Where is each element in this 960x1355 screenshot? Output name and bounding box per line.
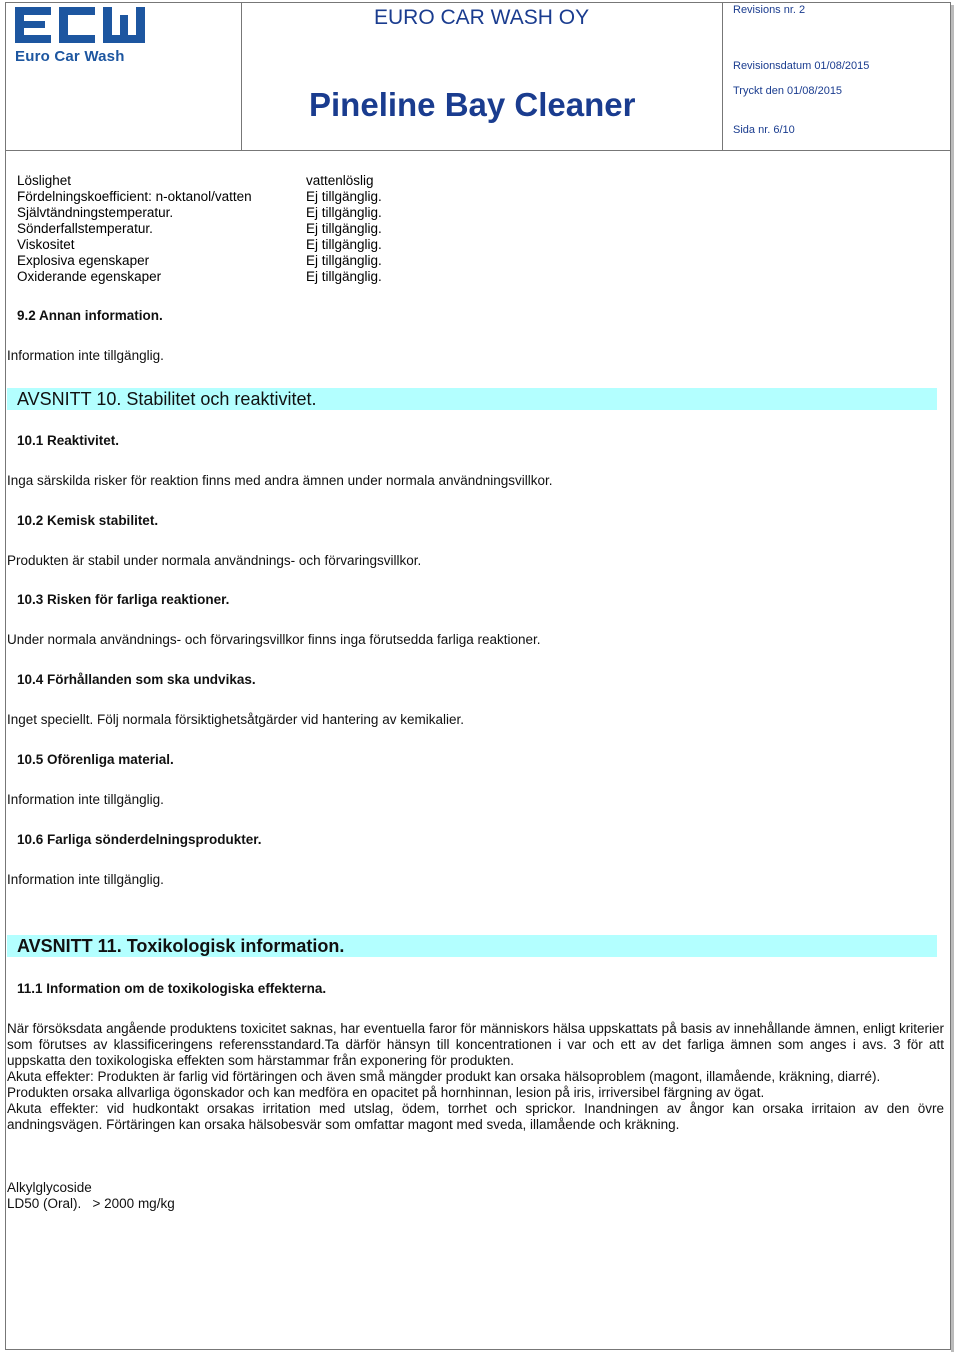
property-label: Oxiderande egenskaper xyxy=(17,269,162,284)
logo-cell xyxy=(5,2,242,150)
property-labels xyxy=(17,173,252,285)
subsection-text-10-3: Under normala användnings- och förvaringsvillkor finns inga förutsedda farliga reaktioner. xyxy=(7,632,541,647)
property-value: vattenlöslig xyxy=(306,173,374,188)
section-11-title: AVSNITT 11. Toxikologisk information. xyxy=(17,936,345,956)
property-values xyxy=(306,173,382,285)
property-label: Viskositet xyxy=(17,237,75,252)
substance-name: Alkylglycoside xyxy=(7,1180,92,1195)
subsection-text-10-1: Inga särskilda risker för reaktion finns med andra ämnen under normala användningsvillkor. xyxy=(7,473,553,488)
toxicology-text xyxy=(7,1021,944,1133)
toxicology-paragraph: Akuta effekter: Produkten är farlig vid förtäringen och även små mängder produkt kan orsaka hälsoproblem (magont, illamående, kräkning, diarré). xyxy=(7,1069,881,1084)
property-label: Löslighet xyxy=(17,173,72,188)
subsection-heading-10-6: 10.6 Farliga sönderdelningsprodukter. xyxy=(17,832,262,847)
subsection-text-10-2: Produkten är stabil under normala användnings- och förvaringsvillkor. xyxy=(7,553,422,568)
property-value: Ej tillgänglig. xyxy=(306,269,382,284)
print-date: Tryckt den 01/08/2015 xyxy=(733,85,843,97)
section-10-title: AVSNITT 10. Stabilitet och reaktivitet. xyxy=(17,389,317,409)
property-label: Självtändningstemperatur. xyxy=(17,205,174,220)
toxicology-paragraph: När försöksdata angående produktens toxicitet saknas, har eventuella faror för människors hälsa uppskattats på basis av innehållande ämnen, enligt kriterier som förutses av klassificeringens referensstandard.Ta därför hänsyn till koncentrationen i var och ett av det farliga ämnen som anges i avs. 3 för att uppskatta den toxikologiska effekten som härstammar från exponering för produkten. xyxy=(7,1021,944,1068)
subsection-heading-10-5: 10.5 Oförenliga material. xyxy=(17,752,174,767)
subsection-heading-9-2: 9.2 Annan information. xyxy=(17,308,163,323)
property-value: Ej tillgänglig. xyxy=(306,205,382,220)
property-label: Sönderfallstemperatur. xyxy=(17,221,153,236)
section-11-banner xyxy=(7,935,937,957)
subsection-text-10-6: Information inte tillgänglig. xyxy=(7,872,164,887)
property-value: Ej tillgänglig. xyxy=(306,237,382,252)
subsection-heading-10-3: 10.3 Risken för farliga reaktioner. xyxy=(17,592,230,607)
document-header xyxy=(5,2,951,150)
subsection-heading-10-2: 10.2 Kemisk stabilitet. xyxy=(17,513,159,528)
revision-cell xyxy=(723,2,951,150)
header-divider xyxy=(5,150,951,151)
property-label: Explosiva egenskaper xyxy=(17,253,150,268)
subsection-heading-11-1: 11.1 Information om de toxikologiska effekterna. xyxy=(17,981,327,996)
revision-number: Revisions nr. 2 xyxy=(733,4,806,16)
subsection-text-9-2: Information inte tillgänglig. xyxy=(7,348,164,363)
company-name: EURO CAR WASH OY xyxy=(374,6,590,29)
property-value: Ej tillgänglig. xyxy=(306,221,382,236)
subsection-heading-10-4: 10.4 Förhållanden som ska undvikas. xyxy=(17,672,256,687)
subsection-heading-10-1: 10.1 Reaktivitet. xyxy=(17,433,120,448)
subsection-text-10-4: Inget speciellt. Följ normala försiktighetsåtgärder vid hantering av kemikalier. xyxy=(7,712,464,727)
toxicology-paragraph: Akuta effekter: vid hudkontakt orsakas irritation med utslag, ödem, torrhet och sprickor. Inandningen av ångor kan orsaka irritaion av den övre andningsvägen. Förtäringen kan orsaka hälsobesvär som omfattar magont med sveda, illamående och kräkning. xyxy=(7,1101,944,1132)
logo-text: Euro Car Wash xyxy=(15,48,125,65)
section-10-banner xyxy=(7,388,937,410)
page-number: Sida nr. 6/10 xyxy=(733,124,795,136)
property-label: Fördelningskoefficient: n-oktanol/vatten xyxy=(17,189,252,204)
title-cell xyxy=(242,2,723,150)
ecw-logo-icon xyxy=(15,5,147,45)
property-value: Ej tillgänglig. xyxy=(306,189,382,204)
product-name: Pineline Bay Cleaner xyxy=(309,86,636,123)
toxicology-paragraph: Produkten orsaka allvarliga ögonskador och kan medföra en opacitet på hornhinnan, lesion på iris, irriversibel färgning av ögat. xyxy=(7,1085,765,1100)
ld50-value: LD50 (Oral). > 2000 mg/kg xyxy=(7,1196,175,1211)
property-value: Ej tillgänglig. xyxy=(306,253,382,268)
subsection-text-10-5: Information inte tillgänglig. xyxy=(7,792,164,807)
company-logo xyxy=(15,5,155,67)
revision-date: Revisionsdatum 01/08/2015 xyxy=(733,60,870,72)
